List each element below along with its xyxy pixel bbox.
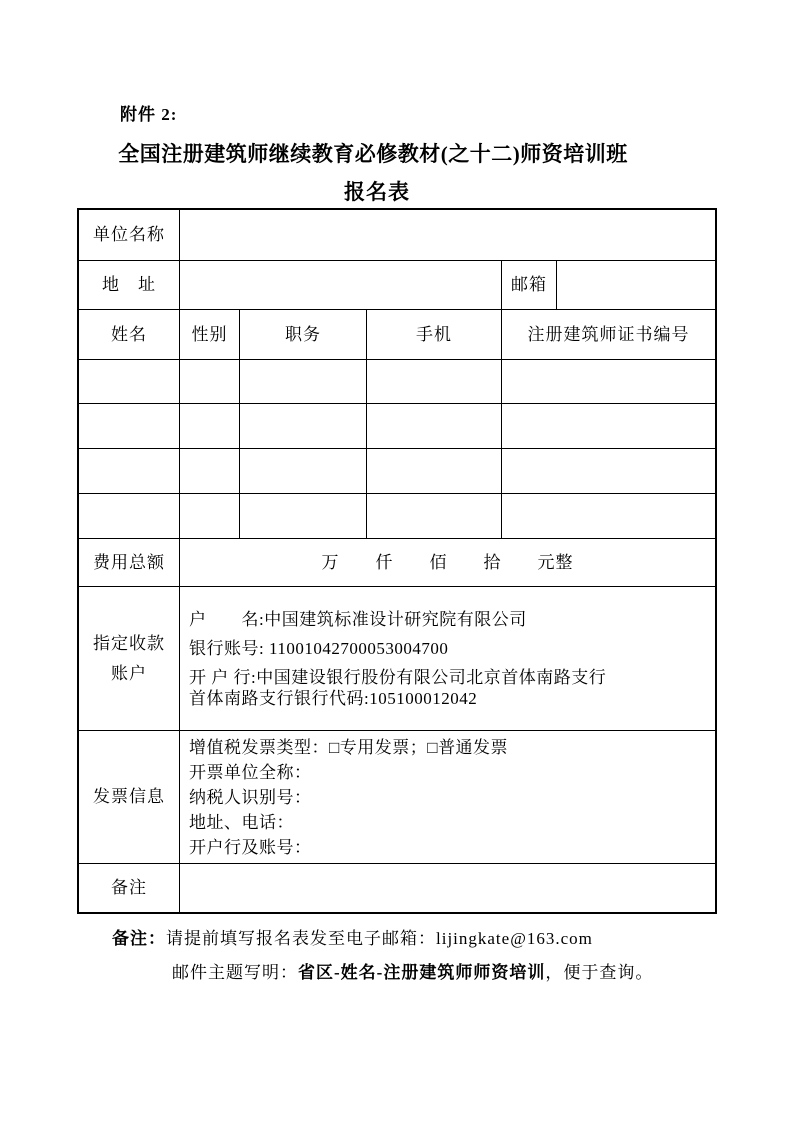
document-title: 全国注册建筑师继续教育必修教材(之十二)师资培训班 bbox=[118, 142, 628, 166]
attendee-gender-cell[interactable] bbox=[180, 360, 240, 404]
attendee-position-cell[interactable] bbox=[240, 404, 367, 449]
column-header-gender: 性别 bbox=[180, 310, 240, 360]
registration-form-table bbox=[77, 208, 717, 914]
attendee-cert-number-cell[interactable] bbox=[502, 449, 715, 494]
attendee-name-cell[interactable] bbox=[79, 449, 180, 494]
fee-unit-bai: 佰 bbox=[429, 552, 448, 572]
invoice-bank-account-field[interactable]: 开户行及账号： bbox=[189, 837, 312, 857]
payee-account-label-line1: 指定收款 bbox=[93, 633, 165, 653]
payee-bank-code: 首体南路支行银行代码:105100012042 bbox=[189, 688, 478, 708]
column-header-name: 姓名 bbox=[79, 310, 180, 360]
fee-unit-yuan: 元整 bbox=[537, 552, 574, 572]
attendee-mobile-cell[interactable] bbox=[367, 494, 502, 539]
attendee-position-cell[interactable] bbox=[240, 494, 367, 539]
fee-amount-cell[interactable] bbox=[180, 539, 715, 587]
invoice-address-phone-field[interactable]: 地址、电话： bbox=[189, 812, 294, 832]
fee-total-label: 费用总额 bbox=[79, 539, 180, 587]
footer-note-label: 备注： bbox=[112, 929, 166, 948]
unit-name-label: 单位名称 bbox=[79, 210, 180, 261]
attachment-label: 附件 2: bbox=[120, 105, 178, 124]
payee-account-name: 户 名:中国建筑标准设计研究院有限公司 bbox=[189, 609, 527, 629]
invoice-company-name-field[interactable]: 开票单位全称： bbox=[189, 762, 312, 782]
special-invoice-option-label: 专用发票 bbox=[339, 737, 410, 757]
payee-account-label bbox=[79, 587, 180, 731]
fee-unit-wan: 万 bbox=[321, 552, 340, 572]
remarks-label: 备注 bbox=[79, 864, 180, 912]
attendee-name-cell[interactable] bbox=[79, 494, 180, 539]
invoice-option-separator: ； bbox=[409, 737, 428, 757]
invoice-type-label: 增值税发票类型： bbox=[189, 737, 329, 757]
attendee-cert-number-cell[interactable] bbox=[502, 404, 715, 449]
payee-bank-account-number: 银行账号: 11001042700053004700 bbox=[189, 638, 449, 658]
attendee-cert-number-cell[interactable] bbox=[502, 494, 715, 539]
footer-note-email-instruction: 请提前填写报名表发至电子邮箱：lijingkate@163.com bbox=[166, 929, 593, 948]
attendee-gender-cell[interactable] bbox=[180, 449, 240, 494]
attendee-gender-cell[interactable] bbox=[180, 404, 240, 449]
special-invoice-checkbox[interactable]: □ bbox=[329, 737, 340, 757]
attendee-gender-cell[interactable] bbox=[180, 494, 240, 539]
footer-note-line1 bbox=[112, 928, 717, 950]
attendee-mobile-cell[interactable] bbox=[367, 404, 502, 449]
regular-invoice-option-label: 普通发票 bbox=[438, 737, 509, 757]
remarks-input-cell[interactable] bbox=[180, 864, 715, 912]
invoice-taxpayer-id-field[interactable]: 纳税人识别号： bbox=[189, 787, 312, 807]
payee-account-label-line2: 账户 bbox=[111, 663, 147, 683]
address-label: 地 址 bbox=[79, 261, 180, 310]
unit-name-input-cell[interactable] bbox=[180, 210, 715, 261]
payee-bank-name: 开 户 行:中国建设银行股份有限公司北京首体南路支行 bbox=[189, 667, 607, 687]
fee-unit-shi: 拾 bbox=[483, 552, 502, 572]
footer-subject-suffix: ，便于查询。 bbox=[545, 963, 654, 982]
column-header-mobile: 手机 bbox=[367, 310, 502, 360]
attendee-mobile-cell[interactable] bbox=[367, 360, 502, 404]
footer-notes bbox=[77, 928, 717, 984]
form-subtitle: 报名表 bbox=[344, 180, 410, 204]
email-label: 邮箱 bbox=[502, 261, 557, 310]
footer-subject-format: 省区-姓名-注册建筑师师资培训 bbox=[298, 963, 546, 982]
payee-account-details bbox=[180, 587, 715, 731]
column-header-position: 职务 bbox=[240, 310, 367, 360]
email-input-cell[interactable] bbox=[557, 261, 715, 310]
invoice-info-details bbox=[180, 731, 715, 864]
address-input-cell[interactable] bbox=[180, 261, 502, 310]
attendee-name-cell[interactable] bbox=[79, 360, 180, 404]
regular-invoice-checkbox[interactable]: □ bbox=[427, 737, 439, 757]
attendee-position-cell[interactable] bbox=[240, 449, 367, 494]
attendee-position-cell[interactable] bbox=[240, 360, 367, 404]
footer-subject-prefix: 邮件主题写明： bbox=[172, 963, 298, 982]
fee-unit-qian: 仟 bbox=[375, 552, 394, 572]
attendee-cert-number-cell[interactable] bbox=[502, 360, 715, 404]
invoice-info-label: 发票信息 bbox=[79, 731, 180, 864]
column-header-cert-number: 注册建筑师证书编号 bbox=[502, 310, 715, 360]
attendee-mobile-cell[interactable] bbox=[367, 449, 502, 494]
attendee-name-cell[interactable] bbox=[79, 404, 180, 449]
footer-note-line2 bbox=[172, 962, 717, 984]
invoice-type-line bbox=[189, 735, 508, 760]
